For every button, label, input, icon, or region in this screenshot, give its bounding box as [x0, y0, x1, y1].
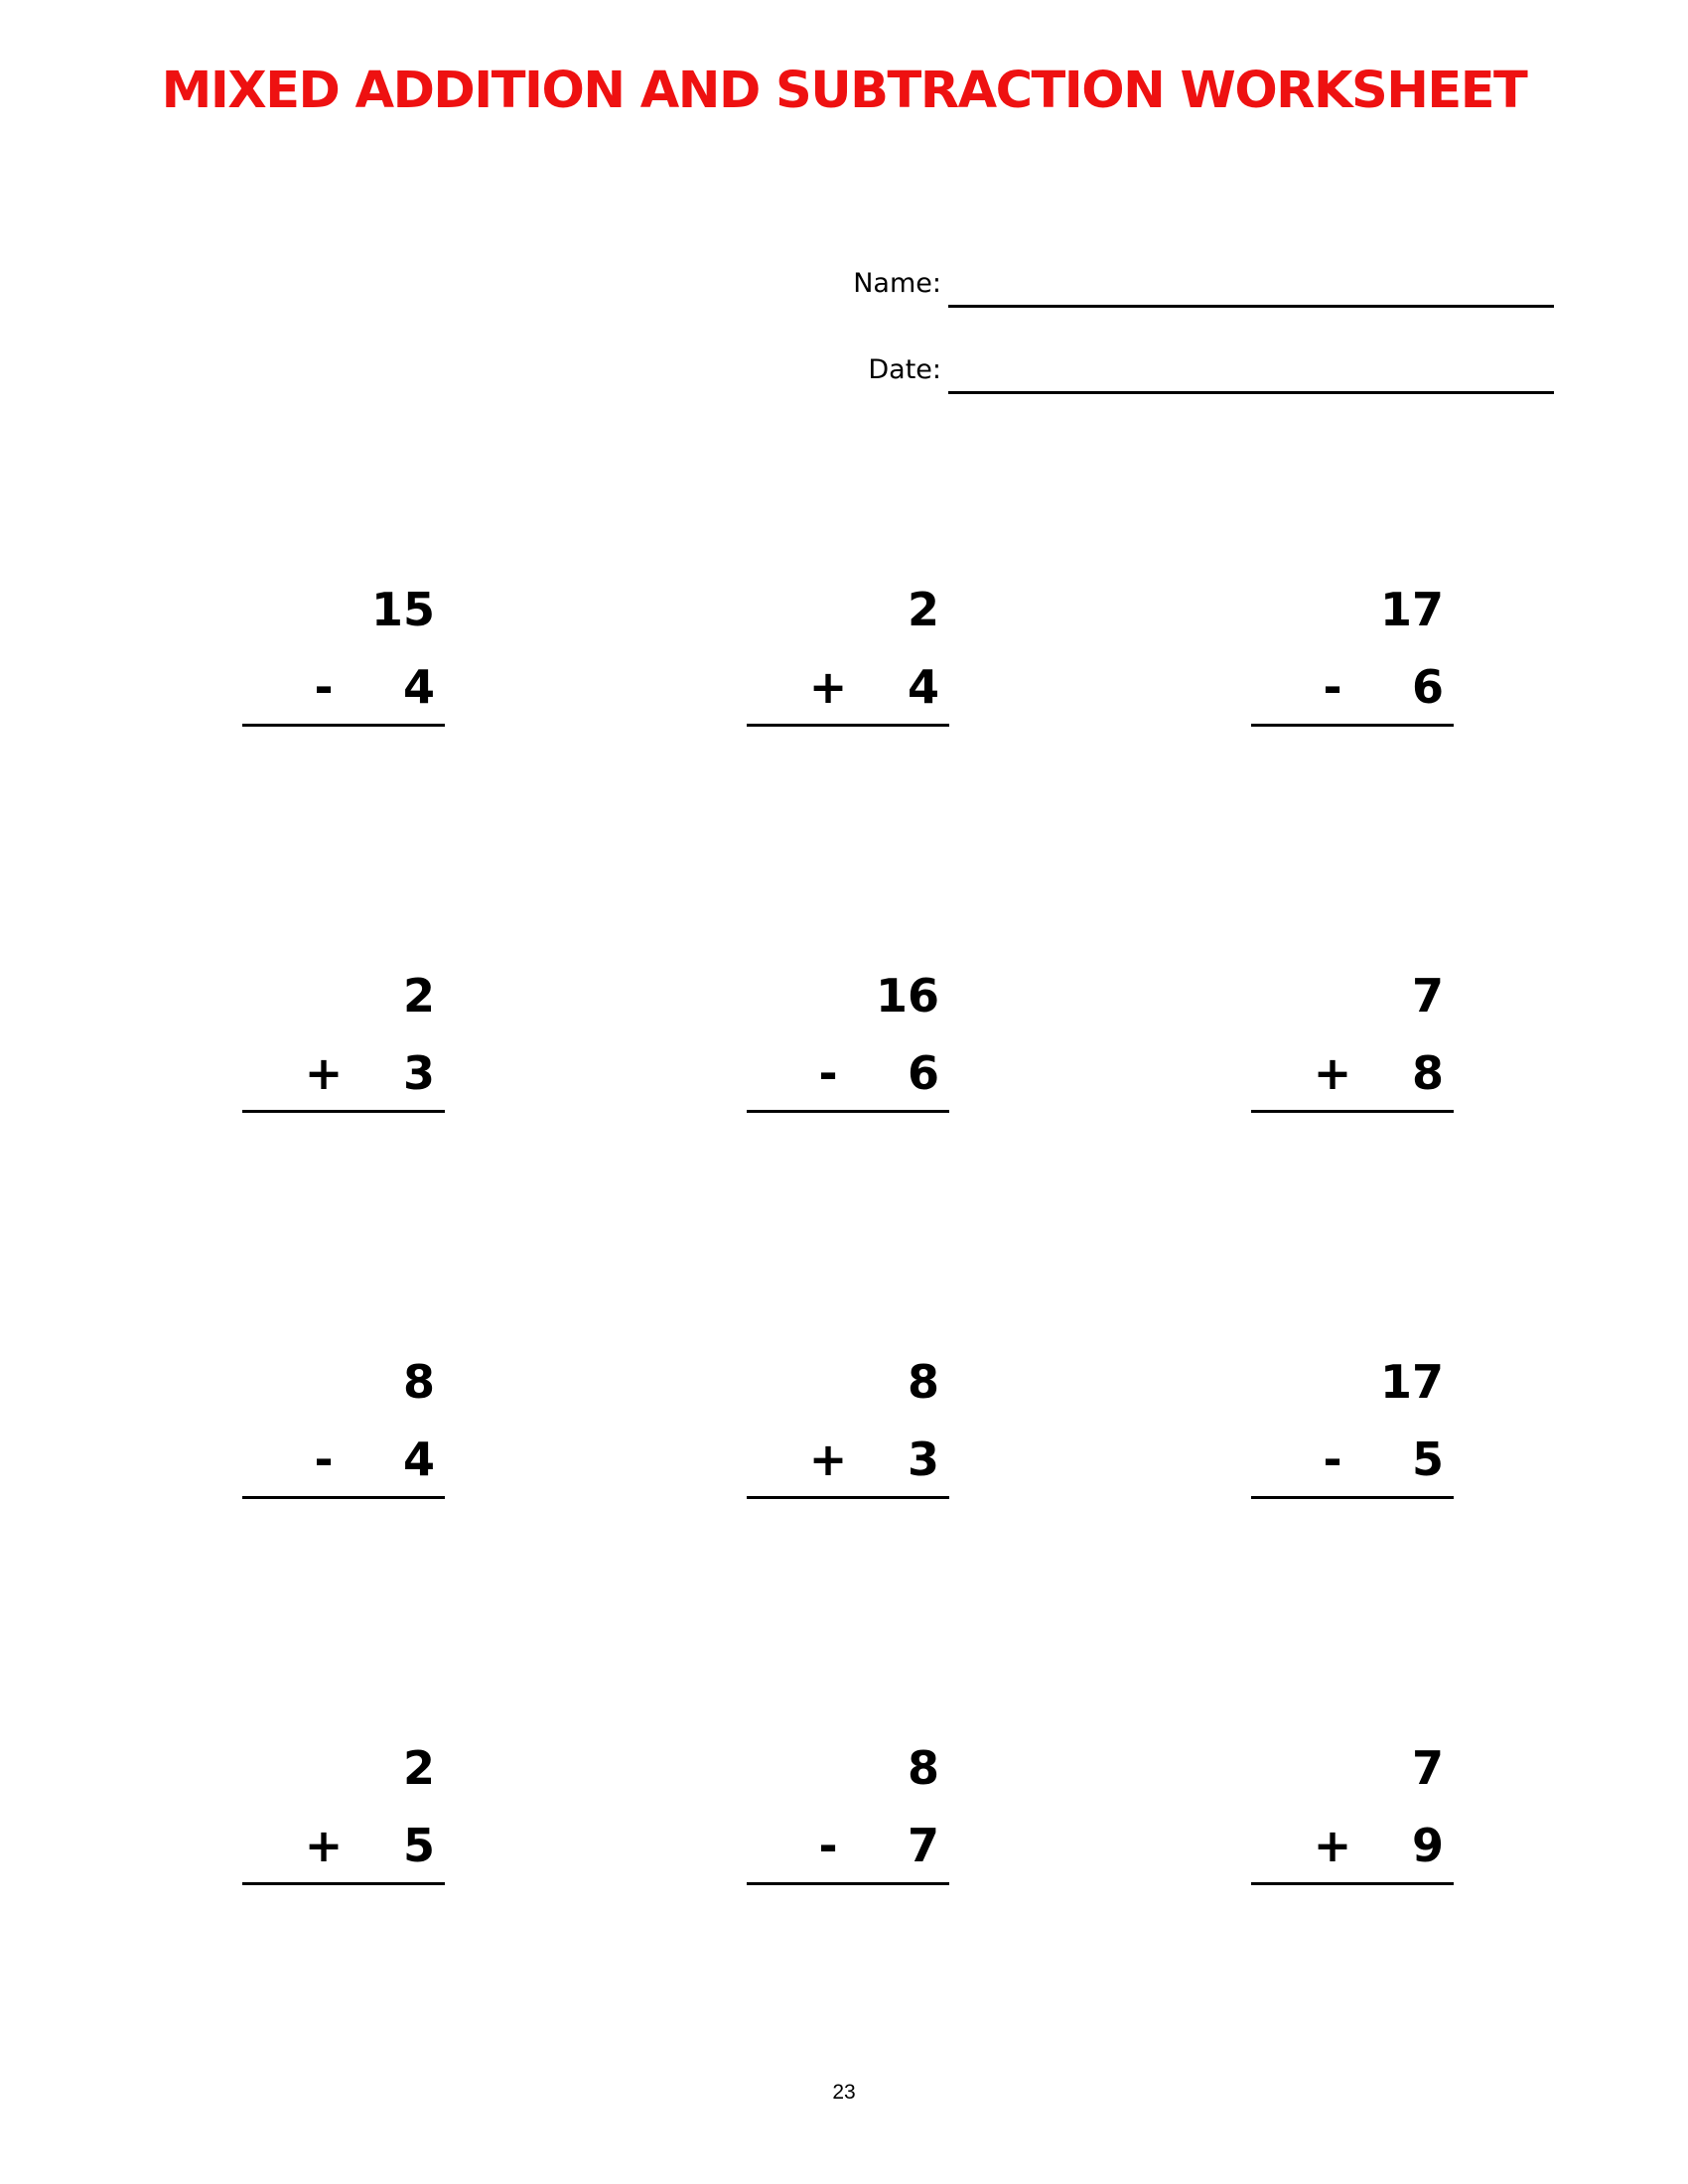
name-line[interactable]: [948, 305, 1554, 308]
top-number: 2: [907, 583, 939, 636]
top-number: 17: [1379, 1355, 1444, 1409]
worksheet-title: MIXED ADDITION AND SUBTRACTION WORKSHEET: [161, 62, 1527, 120]
answer-line[interactable]: [1251, 1496, 1454, 1499]
operator: -: [314, 660, 334, 714]
top-number: 15: [370, 583, 435, 636]
top-number: 8: [402, 1355, 435, 1409]
answer-line[interactable]: [242, 1110, 445, 1113]
bottom-number: 9: [1411, 1819, 1444, 1872]
name-label: Name:: [853, 268, 941, 299]
answer-line[interactable]: [747, 1496, 949, 1499]
answer-line[interactable]: [1251, 1110, 1454, 1113]
top-number: 2: [402, 969, 435, 1023]
answer-line[interactable]: [242, 1882, 445, 1885]
bottom-number: 5: [402, 1819, 435, 1872]
operator: +: [304, 1046, 344, 1100]
problem-5: [747, 969, 949, 1122]
operator: +: [1313, 1819, 1352, 1872]
operator: +: [808, 1433, 848, 1486]
bottom-number: 3: [907, 1433, 939, 1486]
bottom-number: 8: [1411, 1046, 1444, 1100]
bottom-number: 4: [402, 660, 435, 714]
problem-6: [1251, 969, 1454, 1122]
operator: +: [304, 1819, 344, 1872]
bottom-number: 6: [1411, 660, 1444, 714]
problem-3: [1251, 583, 1454, 736]
top-number: 7: [1411, 969, 1444, 1023]
bottom-number: 4: [402, 1433, 435, 1486]
date-label: Date:: [868, 354, 941, 385]
operator: +: [808, 660, 848, 714]
answer-line[interactable]: [1251, 1882, 1454, 1885]
bottom-number: 3: [402, 1046, 435, 1100]
problem-11: [747, 1741, 949, 1894]
page-number: 23: [832, 2081, 856, 2104]
problem-2: [747, 583, 949, 736]
operator: -: [818, 1046, 838, 1100]
date-line[interactable]: [948, 391, 1554, 394]
top-number: 7: [1411, 1741, 1444, 1795]
problem-1: [242, 583, 445, 736]
top-number: 2: [402, 1741, 435, 1795]
answer-line[interactable]: [747, 1882, 949, 1885]
problem-4: [242, 969, 445, 1122]
answer-line[interactable]: [242, 1496, 445, 1499]
operator: -: [1323, 660, 1342, 714]
answer-line[interactable]: [242, 724, 445, 727]
top-number: 8: [907, 1355, 939, 1409]
bottom-number: 6: [907, 1046, 939, 1100]
problem-12: [1251, 1741, 1454, 1894]
bottom-number: 4: [907, 660, 939, 714]
bottom-number: 7: [907, 1819, 939, 1872]
operator: -: [818, 1819, 838, 1872]
operator: -: [1323, 1433, 1342, 1486]
top-number: 17: [1379, 583, 1444, 636]
problem-10: [242, 1741, 445, 1894]
problem-8: [747, 1355, 949, 1508]
answer-line[interactable]: [747, 1110, 949, 1113]
top-number: 8: [907, 1741, 939, 1795]
answer-line[interactable]: [747, 724, 949, 727]
problem-9: [1251, 1355, 1454, 1508]
operator: -: [314, 1433, 334, 1486]
problem-7: [242, 1355, 445, 1508]
bottom-number: 5: [1411, 1433, 1444, 1486]
operator: +: [1313, 1046, 1352, 1100]
answer-line[interactable]: [1251, 724, 1454, 727]
top-number: 16: [875, 969, 939, 1023]
